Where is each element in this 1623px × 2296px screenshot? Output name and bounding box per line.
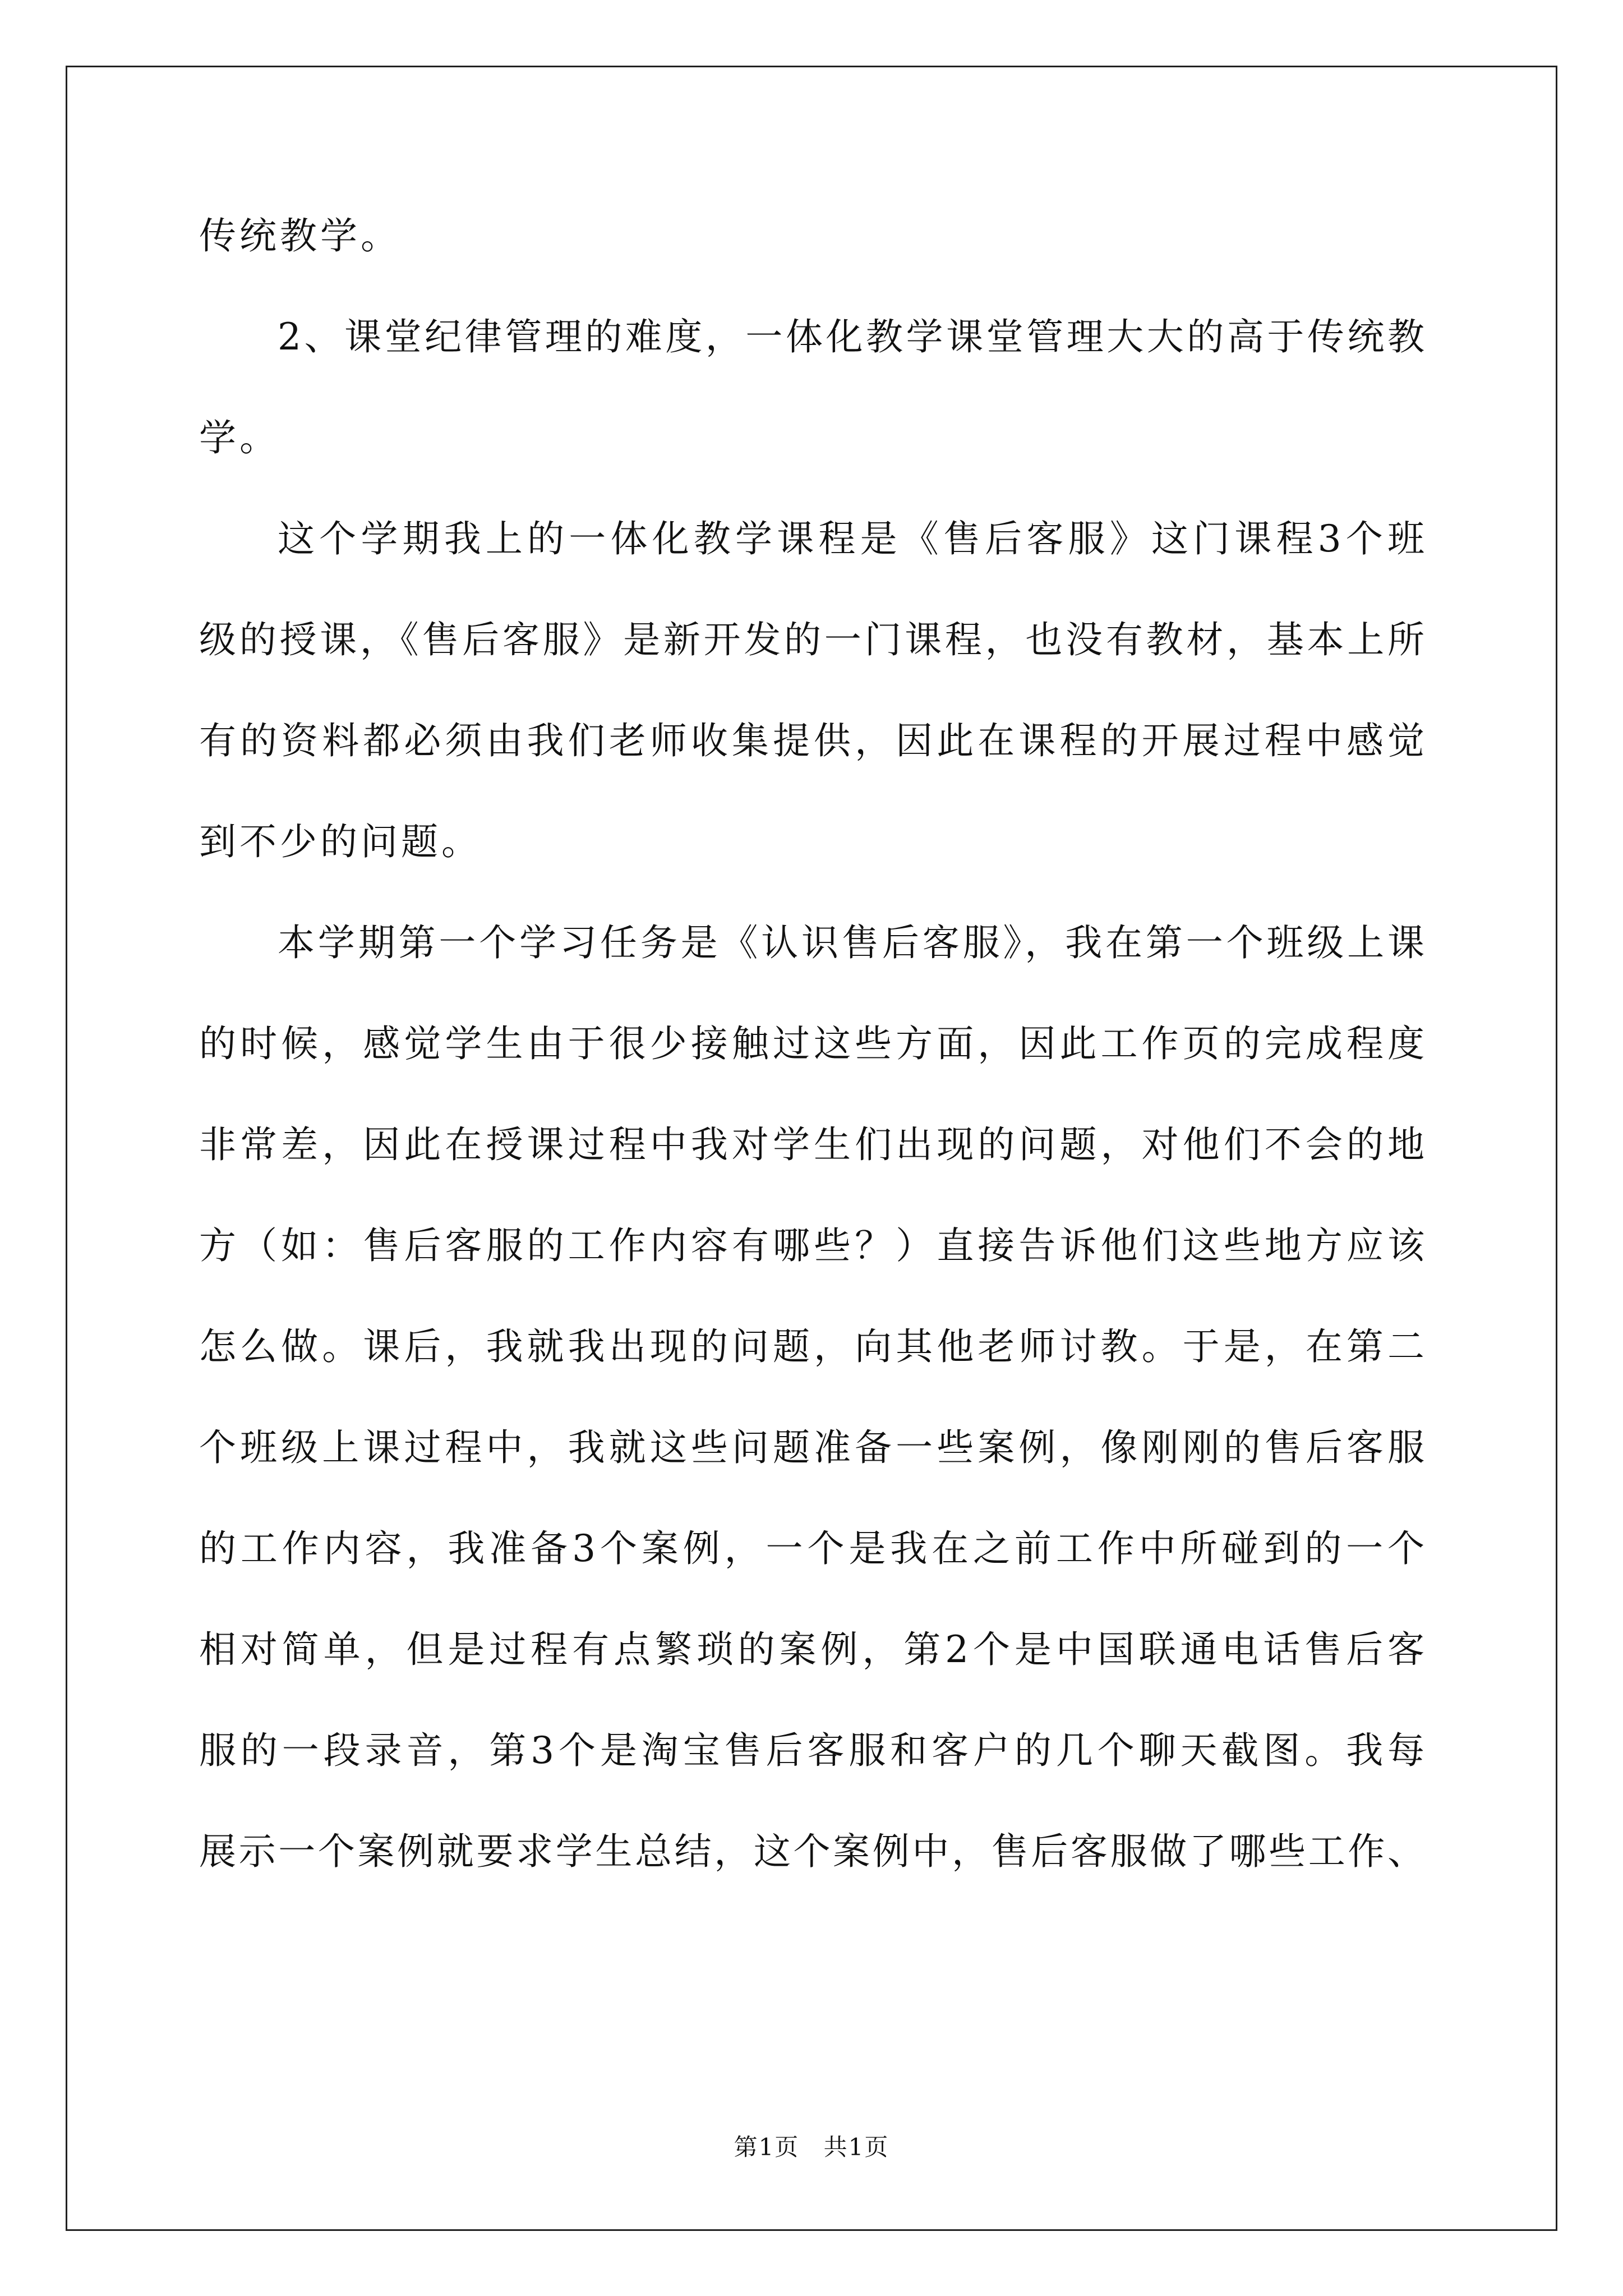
page-number-total: 共1页 (823, 2133, 889, 2161)
page-footer (0, 2131, 1623, 2164)
paragraph-start-line: 这个学期我上的一体化教学课程是《售后客服》这门课程3个班 (278, 517, 1424, 560)
text-line: 展示一个案例就要求学生总结，这个案例中，售后客服做了哪些工作、 (199, 1830, 1424, 1873)
text-line: 相对简单，但是过程有点繁琐的案例，第2个是中国联通电话售后客 (199, 1628, 1424, 1671)
text-line: 服的一段录音，第3个是淘宝售后客服和客户的几个聊天截图。我每 (199, 1729, 1424, 1772)
paragraph-start-line: 2、课堂纪律管理的难度，一体化教学课堂管理大大的高于传统教 (278, 315, 1424, 358)
page-number-current: 第1页 (734, 2133, 800, 2161)
text-line: 的工作内容，我准备3个案例，一个是我在之前工作中所碰到的一个 (199, 1527, 1424, 1570)
text-line: 怎么做。课后，我就我出现的问题，向其他老师讨教。于是，在第二 (199, 1325, 1424, 1368)
text-line: 有的资料都必须由我们老师收集提供，因此在课程的开展过程中感觉 (199, 719, 1424, 762)
text-line: 的时候，感觉学生由于很少接触过这些方面，因此工作页的完成程度 (199, 1022, 1424, 1065)
text-line: 到不少的问题。 (199, 820, 482, 863)
text-line: 学。 (199, 416, 280, 459)
text-line: 方（如：售后客服的工作内容有哪些？）直接告诉他们这些地方应该 (199, 1224, 1424, 1267)
text-line: 非常差，因此在授课过程中我对学生们出现的问题，对他们不会的地 (199, 1123, 1424, 1166)
text-line: 传统教学。 (199, 214, 401, 257)
text-line: 个班级上课过程中，我就这些问题准备一些案例，像刚刚的售后客服 (199, 1426, 1424, 1469)
text-line: 级的授课，《售后客服》是新开发的一门课程，也没有教材，基本上所 (199, 618, 1424, 661)
paragraph-start-line: 本学期第一个学习任务是《认识售后客服》，我在第一个班级上课 (278, 921, 1424, 964)
